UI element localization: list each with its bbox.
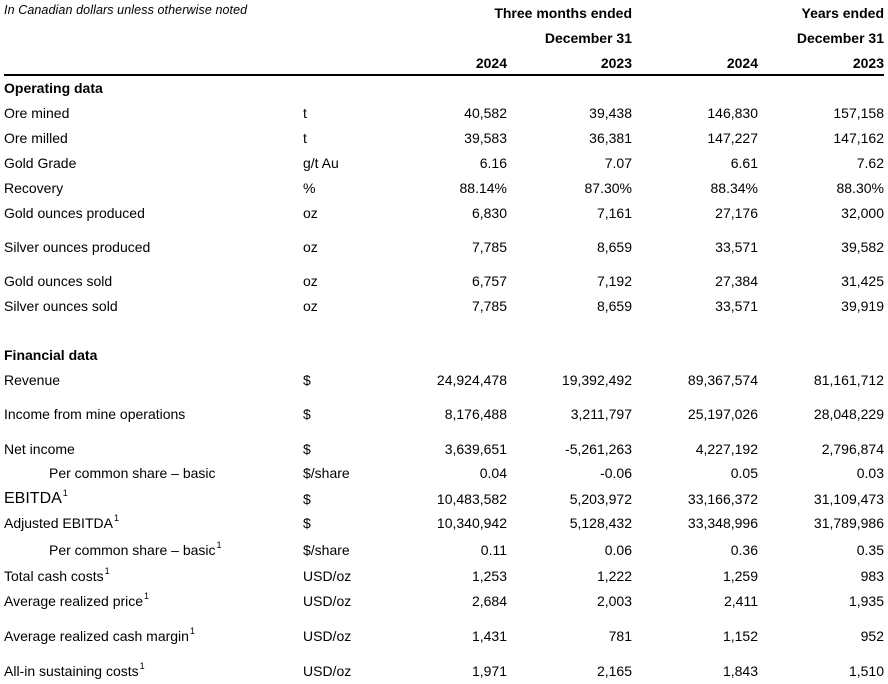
cell-q-2024: 88.14% (459, 180, 507, 196)
cell-q-2023: 39,438 (589, 105, 632, 121)
cell-q-2024: 0.04 (479, 465, 507, 481)
row-label: Gold ounces produced (4, 205, 145, 221)
cell-q-2024: 39,583 (464, 130, 507, 146)
cell-y-2023: 31,789,986 (813, 515, 884, 531)
row-label: Revenue (4, 372, 61, 388)
row-unit: oz (303, 298, 318, 314)
cell-y-2024: 89,367,574 (687, 372, 758, 388)
column-year-q-2024: 2024 (475, 55, 507, 71)
cell-q-2023: 36,381 (589, 130, 632, 146)
cell-y-2024: 1,152 (722, 628, 758, 644)
cell-q-2024: 3,639,651 (444, 441, 507, 457)
column-year-y-2023: 2023 (852, 55, 884, 71)
cell-y-2023: 39,582 (841, 239, 884, 255)
cell-y-2023: 0.35 (856, 542, 884, 558)
row-unit: oz (303, 273, 318, 289)
cell-y-2024: 33,571 (715, 239, 758, 255)
row-unit: oz (303, 239, 318, 255)
cell-y-2023: 7.62 (856, 155, 884, 171)
section-heading-operating: Operating data (4, 80, 103, 96)
row-label: Average realized cash margin (4, 628, 189, 644)
header-divider (4, 74, 884, 76)
cell-q-2024: 1,431 (471, 628, 507, 644)
row-label: Net income (4, 441, 75, 457)
row-label: Per common share – basic (49, 542, 216, 558)
footnote-marker: 1 (216, 540, 222, 550)
row-unit: $/share (303, 465, 350, 481)
row-label: Average realized price (4, 593, 144, 609)
section-heading-financial: Financial data (4, 347, 98, 363)
section-row (0, 345, 888, 365)
cell-y-2023: 2,796,874 (821, 441, 884, 457)
cell-q-2023: -0.06 (600, 465, 632, 481)
table-row (0, 626, 888, 646)
cell-y-2024: 147,227 (707, 130, 758, 146)
cell-q-2023: 0.06 (604, 542, 632, 558)
cell-q-2024: 8,176,488 (444, 406, 507, 422)
cell-q-2023: 8,659 (596, 239, 632, 255)
table-row (0, 370, 888, 390)
table-row (0, 591, 888, 611)
cell-y-2024: 0.36 (730, 542, 758, 558)
row-unit: g/t Au (303, 155, 339, 171)
cell-y-2024: 6.61 (730, 155, 758, 171)
cell-q-2024: 1,971 (471, 663, 507, 679)
cell-y-2023: 81,161,712 (813, 372, 884, 388)
row-unit: $ (303, 441, 311, 457)
table-row (0, 296, 888, 316)
table-row (0, 540, 888, 560)
cell-y-2023: 147,162 (833, 130, 884, 146)
row-unit: $ (303, 515, 311, 531)
three-months-date: December 31 (544, 30, 632, 46)
row-label-with-note (4, 591, 149, 613)
row-label-with-note (4, 513, 119, 535)
cell-q-2024: 10,483,582 (436, 491, 507, 507)
footnote-marker: 1 (139, 661, 145, 671)
cell-q-2023: 8,659 (596, 298, 632, 314)
cell-y-2023: 1,935 (848, 593, 884, 609)
column-year-y-2024: 2024 (726, 55, 758, 71)
cell-y-2023: 88.30% (836, 180, 884, 196)
cell-q-2024: 6,757 (471, 273, 507, 289)
footnote-marker: 1 (144, 591, 150, 601)
row-unit: $/share (303, 542, 350, 558)
three-months-heading: Three months ended (494, 5, 632, 21)
row-unit: USD/oz (303, 663, 352, 679)
row-label: Silver ounces produced (4, 239, 151, 255)
currency-note: In Canadian dollars unless otherwise noted (4, 3, 248, 17)
cell-q-2024: 7,785 (471, 298, 507, 314)
row-label-with-note (4, 489, 68, 510)
cell-q-2024: 40,582 (464, 105, 507, 121)
table-row (0, 489, 888, 509)
row-unit: USD/oz (303, 628, 352, 644)
table-row (0, 439, 888, 459)
row-label: Ore mined (4, 105, 70, 121)
cell-q-2023: 5,128,432 (569, 515, 632, 531)
cell-q-2023: 781 (608, 628, 632, 644)
footnote-marker: 1 (62, 488, 68, 498)
cell-q-2024: 10,340,942 (436, 515, 507, 531)
table-row (0, 661, 888, 681)
row-unit: $ (303, 406, 311, 422)
cell-y-2024: 2,411 (724, 593, 758, 609)
cell-y-2023: 1,510 (848, 663, 884, 679)
section-row (0, 78, 888, 98)
table-row (0, 237, 888, 257)
row-unit: $ (303, 491, 311, 507)
years-date: December 31 (796, 30, 884, 46)
cell-y-2023: 0.03 (856, 465, 884, 481)
footnote-marker: 1 (113, 513, 119, 523)
cell-y-2024: 4,227,192 (695, 441, 758, 457)
footnote-marker: 1 (104, 566, 110, 576)
cell-y-2023: 983 (860, 568, 884, 584)
table-row (0, 566, 888, 586)
cell-q-2024: 6,830 (471, 205, 507, 221)
table-row (0, 513, 888, 533)
table-row (0, 128, 888, 148)
cell-q-2023: 1,222 (596, 568, 632, 584)
table-row (0, 178, 888, 198)
cell-y-2023: 31,109,473 (813, 491, 884, 507)
cell-y-2023: 157,158 (833, 105, 884, 121)
cell-y-2024: 0.05 (730, 465, 758, 481)
cell-y-2024: 25,197,026 (687, 406, 758, 422)
cell-q-2023: 5,203,972 (569, 491, 632, 507)
cell-y-2024: 33,348,996 (687, 515, 758, 531)
cell-y-2023: 952 (860, 628, 884, 644)
row-label: Income from mine operations (4, 406, 186, 422)
row-label: All-in sustaining costs (4, 663, 139, 679)
cell-q-2024: 6.16 (479, 155, 507, 171)
table-row (0, 463, 888, 483)
cell-y-2024: 27,384 (715, 273, 758, 289)
cell-y-2024: 146,830 (707, 105, 758, 121)
row-unit: oz (303, 205, 318, 221)
row-label: Adjusted EBITDA (4, 515, 113, 531)
row-label-with-note (4, 566, 110, 588)
cell-q-2024: 24,924,478 (436, 372, 507, 388)
row-unit: USD/oz (303, 593, 352, 609)
cell-q-2023: 19,392,492 (561, 372, 632, 388)
cell-q-2023: 7.07 (604, 155, 632, 171)
cell-y-2024: 33,166,372 (687, 491, 758, 507)
cell-q-2024: 2,684 (471, 593, 507, 609)
row-label: Recovery (4, 180, 64, 196)
row-label-with-note (4, 626, 195, 648)
cell-q-2023: 7,192 (596, 273, 632, 289)
row-label: Total cash costs (4, 568, 104, 584)
row-label: Gold Grade (4, 155, 77, 171)
table-row (0, 203, 888, 223)
cell-y-2024: 27,176 (715, 205, 758, 221)
row-unit: t (303, 130, 307, 146)
cell-y-2023: 32,000 (841, 205, 884, 221)
table-row (0, 404, 888, 424)
row-label: Gold ounces sold (4, 273, 113, 289)
table-row (0, 153, 888, 173)
cell-q-2023: 3,211,797 (570, 406, 632, 422)
column-year-q-2023: 2023 (600, 55, 632, 71)
cell-q-2024: 0.11 (480, 542, 507, 558)
cell-y-2024: 1,259 (722, 568, 758, 584)
row-label: Per common share – basic (49, 465, 216, 481)
row-unit: t (303, 105, 307, 121)
row-label: EBITDA (4, 490, 62, 507)
row-label: Ore milled (4, 130, 68, 146)
cell-y-2024: 88.34% (710, 180, 758, 196)
cell-q-2023: 87.30% (584, 180, 632, 196)
row-unit: USD/oz (303, 568, 352, 584)
cell-y-2023: 28,048,229 (813, 406, 884, 422)
cell-q-2023: 2,165 (596, 663, 632, 679)
table-row (0, 103, 888, 123)
row-label-with-note (4, 661, 145, 683)
row-label-with-note (49, 540, 222, 562)
cell-q-2023: 7,161 (596, 205, 632, 221)
cell-q-2024: 7,785 (471, 239, 507, 255)
cell-y-2024: 33,571 (715, 298, 758, 314)
row-unit: $ (303, 372, 311, 388)
years-heading: Years ended (801, 5, 884, 21)
cell-y-2023: 31,425 (841, 273, 884, 289)
cell-y-2024: 1,843 (722, 663, 758, 679)
cell-q-2023: -5,261,263 (565, 441, 632, 457)
cell-q-2024: 1,253 (471, 568, 507, 584)
footnote-marker: 1 (189, 626, 195, 636)
table-row (0, 271, 888, 291)
row-label: Silver ounces sold (4, 298, 118, 314)
cell-y-2023: 39,919 (841, 298, 884, 314)
row-unit: % (303, 180, 316, 196)
cell-q-2023: 2,003 (596, 593, 632, 609)
